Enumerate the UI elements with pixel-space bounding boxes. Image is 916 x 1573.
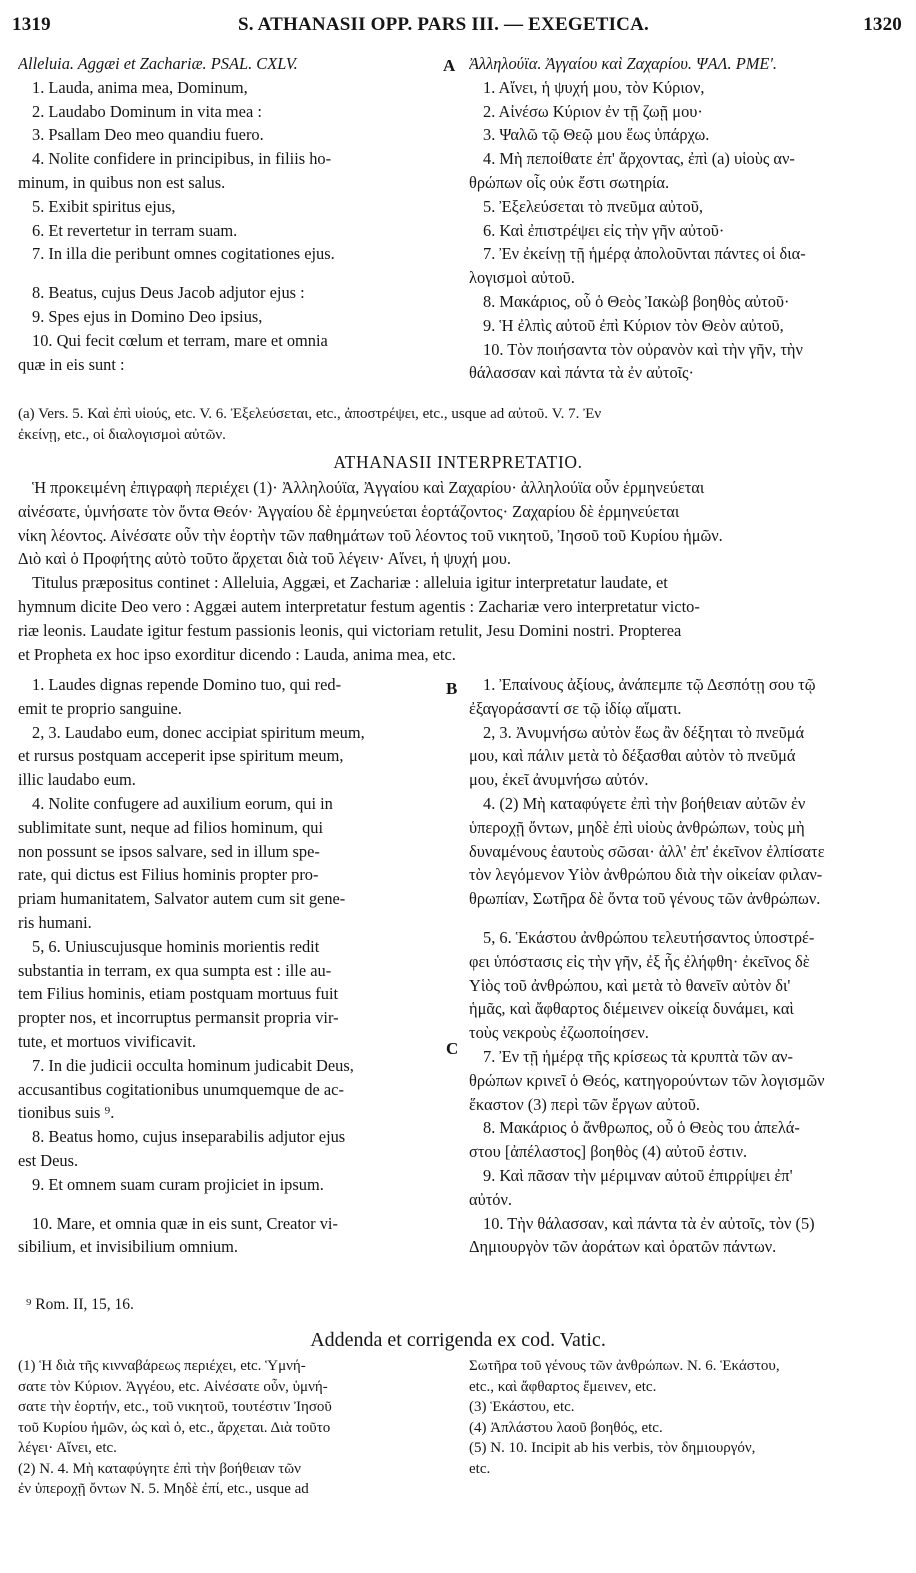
intro-line: hymnum dicite Deo vero : Aggæi autem interpretatur festum agentis : Zachariæ vero interpretatur victo-: [18, 596, 700, 616]
commentary-line: tute, et mortuos vivificavit.: [18, 1031, 196, 1051]
commentary-line: emit te proprio sanguine.: [18, 698, 182, 718]
psalm-line: 8. Beatus, cujus Deus Jacob adjutor ejus :: [32, 283, 305, 303]
variant-note-line: ἐκείνῃ, etc., οἱ διαλογισμοὶ αὐτῶν.: [18, 426, 226, 443]
addenda-line: (5) Ν. 10. Incipit ab his verbis, τὸν δημιουργόν,: [469, 1440, 756, 1456]
commentary-line: et rursus postquam acceperit ipse spiritum meum,: [18, 746, 344, 766]
psalm-line: 2. Αἰνέσω Κύριον ἐν τῇ ζωῇ μου·: [483, 101, 703, 121]
psalm-line: 6. Et revertetur in terram suam.: [32, 220, 238, 240]
commentary-line: 9. Καὶ πᾶσαν τὴν μέριμναν αὐτοῦ ἐπιρρίψει ἐπ': [483, 1165, 793, 1185]
psalm-line: 7. Ἐν ἐκείνῃ τῇ ἡμέρᾳ ἀπολοῦνται πάντες οἱ δια-: [483, 244, 806, 264]
footnote: ⁹ Rom. II, 15, 16.: [26, 1296, 134, 1313]
psalm-latin-column: [18, 52, 441, 376]
psalm-line: 4. Nolite confidere in principibus, in filiis ho-: [32, 149, 332, 169]
section-heading-interpretatio: ATHANASII INTERPRETATIO.: [333, 452, 583, 472]
commentary-line: 9. Et omnem suam curam projiciet in ipsum.: [32, 1174, 324, 1194]
commentary-line: illic laudabo eum.: [18, 770, 136, 790]
commentary-line: substantia in terram, ex qua sumpta est : ille au-: [18, 960, 332, 980]
commentary-line: accusantibus cogitationibus unumquemque de ac-: [18, 1079, 344, 1099]
commentary-line: Δημιουργὸν τῶν ἀοράτων καὶ ὁρατῶν πάντων.: [469, 1237, 777, 1257]
commentary-line: ἕκαστον (3) περὶ τῶν ἔργων αὐτοῦ.: [469, 1094, 700, 1114]
addenda-line: (1) Ἡ διὰ τῆς κινναβάρεως περιέχει, etc. Ὑμνή-: [18, 1358, 306, 1374]
addenda-line: σατε τὸν Κύριον. Ἀγγέου, etc. Αἰνέσατε οὖν, ὑμνή-: [18, 1378, 328, 1395]
commentary-line: est Deus.: [18, 1150, 79, 1170]
commentary-line: [469, 911, 901, 926]
psalm-line: θρώπων οἷς οὐκ ἔστι σωτηρία.: [469, 172, 670, 192]
commentary-line: στου [ἀπέλαστος] βοηθὸς (4) αὐτοῦ ἐστιν.: [469, 1142, 748, 1162]
psalm-line: [18, 266, 441, 281]
commentary-line: [18, 1197, 441, 1212]
commentary-line: propter nos, et incorruptus permansit propria vir-: [18, 1008, 339, 1028]
addenda-line: etc., καὶ ἄφθαρτος ἔμεινεν, etc.: [469, 1378, 657, 1395]
commentary-line: θρώπων κρινεῖ ὁ Θεός, κατηγορούντων τῶν λογισμῶν: [469, 1070, 825, 1090]
intro-paragraphs: [18, 476, 902, 666]
commentary-line: 7. In die judicii occulta hominum judicabit Deus,: [32, 1055, 354, 1075]
psalm-line: 10. Qui fecit cœlum et terram, mare et omnia: [32, 330, 328, 350]
addenda-left-column: [18, 1356, 441, 1500]
commentary-line: θρωπίαν, Σωτῆρα δὲ ὄντα τοῦ γένους τῶν ἀνθρώπων.: [469, 889, 821, 909]
psalm-line: 5. Ἐξελεύσεται τὸ πνεῦμα αὐτοῦ,: [483, 196, 703, 216]
commentary-line: μου, ἐκεῖ ἀνυμνήσω αὐτόν.: [469, 770, 649, 790]
running-header: [0, 14, 916, 40]
commentary-line: 5, 6. Ἑκάστου ἀνθρώπου τελευτήσαντος ὑποστρέ-: [483, 927, 815, 947]
section-heading-addenda: Addenda et corrigenda ex cod. Vatic.: [310, 1329, 606, 1351]
margin-marker-b: B: [446, 679, 458, 698]
running-title: S. ATHANASII OPP. PARS III. — EXEGETICA.: [238, 14, 649, 35]
psalm-line: 1. Αἴνει, ἡ ψυχή μου, τὸν Κύριον,: [483, 77, 705, 97]
commentary-line: Υἱὸς τοῦ ἀνθρώπου, καὶ μετὰ τὸ θανεῖν αὐτὸν δι': [469, 975, 791, 995]
page-number-left: 1319: [12, 14, 51, 35]
psalm-line: 1. Lauda, anima mea, Dominum,: [32, 77, 248, 97]
commentary-line: φει ὑπόστασις εἰς τὴν γῆν, ἐξ ἧς ἐλήφθη· ἐκεῖνος δὲ: [469, 951, 810, 971]
intro-line: riæ leonis. Laudate igitur festum passionis leonis, qui victoriam retulit, Jesu Domini nostri. Propterea: [18, 620, 682, 640]
psalm-line: λογισμοὶ αὐτοῦ.: [469, 268, 575, 288]
commentary-line: sublimitate sunt, neque ad filios hominum, qui: [18, 817, 324, 837]
psalm-line: quæ in eis sunt :: [18, 354, 125, 374]
variant-note: [18, 404, 902, 445]
commentary-line: δυναμένους ἑαυτοὺς σῶσαι· ἀλλ' ἐπ' ἐκεῖνον ἐλπίσατε: [469, 841, 825, 861]
commentary-line: ἡμᾶς, καὶ ἄφθαρτος διέμεινεν οἰκείᾳ δυνάμει, καὶ: [469, 999, 794, 1019]
commentary-line: priam humanitatem, Salvator autem cum sit gene-: [18, 889, 346, 909]
intro-line: νίκη λέοντος. Αἰνέσατε οὖν τὴν ἑορτὴν τῶν παθημάτων τοῦ λέοντος τοῦ νικητοῦ, Ἰησοῦ τοῦ Κυρίου ἡμῶν.: [18, 525, 723, 545]
psalm-line: 5. Exibit spiritus ejus,: [32, 196, 176, 216]
addenda-right-column: [469, 1356, 901, 1479]
commentary-latin-column: [18, 673, 441, 1259]
commentary-line: 4. Nolite confugere ad auxilium eorum, qui in: [32, 793, 333, 813]
addenda-line: τοῦ Κυρίου ἡμῶν, ὡς καὶ ὁ, etc., ἄρχεται. Διὰ τοῦτο: [18, 1419, 331, 1436]
addenda-line: Σωτῆρα τοῦ γένους τῶν ἀνθρώπων. Ν. 6. Ἑκάστου,: [469, 1358, 780, 1374]
commentary-line: 8. Beatus homo, cujus inseparabilis adjutor ejus: [32, 1127, 346, 1147]
intro-line: Διὸ καὶ ὁ Προφήτης αὐτὸ τοῦτο ἄρχεται διὰ τοῦ λέγειν· Αἴνει, ἡ ψυχή μου.: [18, 549, 511, 569]
psalm-line: 3. Psallam Deo meo quandiu fuero.: [32, 125, 264, 145]
addenda-line: (4) Ἀπλάστου λαοῦ βοηθός, etc.: [469, 1419, 663, 1436]
commentary-line: sibilium, et invisibilium omnium.: [18, 1237, 238, 1257]
commentary-line: 10. Mare, et omnia quæ in eis sunt, Creator vi-: [32, 1213, 338, 1233]
addenda-line: σατε τὴν ἑορτήν, etc., τοῦ νικητοῦ, τουτέστιν Ἰησοῦ: [18, 1399, 332, 1415]
intro-line: Titulus præpositus continet : Alleluia, Aggæi, et Zachariæ : alleluia igitur interpretatur laudate, et: [32, 573, 668, 593]
commentary-line: rate, qui dictus est Filius hominis propter pro-: [18, 865, 319, 885]
commentary-line: τὸν λεγόμενον Υἱὸν ἀνθρώπου διὰ τὴν οἰκείαν φιλαν-: [469, 865, 823, 885]
addenda-line: λέγει· Αἴνει, etc.: [18, 1440, 117, 1456]
addenda-line: etc.: [469, 1460, 491, 1477]
commentary-line: tionibus suis ⁹.: [18, 1103, 115, 1123]
commentary-line: αὐτόν.: [469, 1189, 512, 1209]
addenda-line: (3) Ἑκάστου, etc.: [469, 1399, 575, 1415]
addenda-line: ἐν ὑπεροχῇ ὄντων Ν. 5. Μηδὲ ἐπί, etc., usque ad: [18, 1481, 309, 1497]
psalm-line: 3. Ψαλῶ τῷ Θεῷ μου ἕως ὑπάρχω.: [483, 125, 710, 145]
psalm-greek-column: [469, 52, 901, 385]
psalm-line: Ἀλληλούϊα. Ἀγγαίου καὶ Ζαχαρίου. ΨΑΛ. ΡΜΕ'.: [469, 54, 777, 73]
commentary-line: τοὺς νεκροὺς ἐζωοποίησεν.: [469, 1023, 649, 1043]
commentary-line: 8. Μακάριος ὁ ἄνθρωπος, οὗ ὁ Θεὸς του ἀπελά-: [483, 1118, 800, 1138]
commentary-line: μου, καὶ πάλιν μετὰ τὸ δέξασθαι αὐτὸν τὸ πνεῦμά: [469, 746, 796, 766]
commentary-line: 5, 6. Uniuscujusque hominis morientis redit: [32, 936, 320, 956]
commentary-line: 7. Ἐν τῇ ἡμέρᾳ τῆς κρίσεως τὰ κρυπτὰ τῶν αν-: [483, 1046, 793, 1066]
margin-marker-c: C: [446, 1039, 459, 1058]
commentary-line: 4. (2) Μὴ καταφύγετε ἐπὶ τὴν βοήθειαν αὐτῶν ἐν: [483, 793, 806, 813]
psalm-line: minum, in quibus non est salus.: [18, 172, 226, 192]
addenda-line: (2) Ν. 4. Μὴ καταφύγητε ἐπὶ τὴν βοήθειαν τῶν: [18, 1460, 301, 1477]
commentary-line: 10. Τὴν θάλασσαν, καὶ πάντα τὰ ἐν αὐτοῖς, τὸν (5): [483, 1213, 815, 1233]
page-number-right: 1320: [863, 14, 902, 35]
commentary-line: ris humani.: [18, 912, 92, 932]
intro-line: Ἡ προκειμένη ἐπιγραφὴ περιέχει (1)· Ἀλληλούϊα, Ἀγγαίου καὶ Ζαχαρίου· ἀλληλούϊα οὖν ἑρμηνεύεται: [32, 478, 705, 497]
commentary-line: 2, 3. Ἀνυμνήσω αὐτὸν ἕως ἂν δέξηται τὸ πνεῦμά: [483, 722, 805, 742]
psalm-line: 6. Καὶ ἐπιστρέψει εἰς τὴν γῆν αὐτοῦ·: [483, 220, 725, 240]
commentary-line: tem Filius hominis, etiam postquam mortuus fuit: [18, 984, 339, 1004]
psalm-line: 4. Μὴ πεποίθατε ἐπ' ἄρχοντας, ἐπὶ (a) υἱοὺς αν-: [483, 149, 795, 169]
commentary-line: 2, 3. Laudabo eum, donec accipiat spiritum meum,: [32, 722, 365, 742]
margin-marker-a: A: [443, 56, 456, 75]
commentary-line: ἐξαγοράσαντί σε τῷ ἰδίῳ αἵματι.: [469, 698, 682, 718]
intro-line: αἰνέσατε, ὑμνήσατε τὸν ὄντα Θεόν· Ἀγγαίου δὲ ἑρμηνεύεται ἑορτάζοντος· Ζαχαρίου δὲ ἑρμηνεύεται: [18, 501, 680, 521]
psalm-line: 10. Τὸν ποιήσαντα τὸν οὐρανὸν καὶ τὴν γῆν, τὴν: [483, 339, 803, 359]
commentary-line: 1. Laudes dignas repende Domino tuo, qui red-: [32, 675, 342, 694]
psalm-line: 2. Laudabo Dominum in vita mea :: [32, 101, 262, 121]
commentary-line: non possunt se ipsos salvare, sed in illum spe-: [18, 841, 320, 861]
psalm-line: 7. In illa die peribunt omnes cogitationes ejus.: [32, 244, 335, 264]
variant-note-line: (a) Vers. 5. Καὶ ἐπὶ υἱούς, etc. V. 6. Ἐξελεύσεται, etc., ἀποστρέψει, etc., usque ad αὐτοῦ. V. 7. Ἐν: [18, 406, 602, 422]
commentary-greek-column: [469, 673, 901, 1259]
psalm-line: 9. Spes ejus in Domino Deo ipsius,: [32, 306, 263, 326]
intro-line: et Propheta ex hoc ipso exorditur dicendo : Lauda, anima mea, etc.: [18, 644, 456, 664]
psalm-line: 9. Ἡ ἐλπὶς αὐτοῦ ἐπὶ Κύριον τὸν Θεὸν αὐτοῦ,: [483, 315, 784, 335]
commentary-line: ὑπεροχῇ ὄντων, μηδὲ ἐπὶ υἱοὺς ἀνθρώπων, τοὺς μὴ: [469, 817, 805, 837]
psalm-line: θάλασσαν καὶ πάντα τὰ ἐν αὐτοῖς·: [469, 363, 695, 383]
commentary-line: 1. Ἐπαίνους ἀξίους, ἀνάπεμπε τῷ Δεσπότῃ σου τῷ: [483, 675, 816, 694]
psalm-line: Alleluia. Aggæi et Zachariæ. PSAL. CXLV.: [18, 54, 298, 73]
psalm-line: 8. Μακάριος, οὗ ὁ Θεὸς Ἰακὼβ βοηθὸς αὐτοῦ·: [483, 291, 790, 311]
